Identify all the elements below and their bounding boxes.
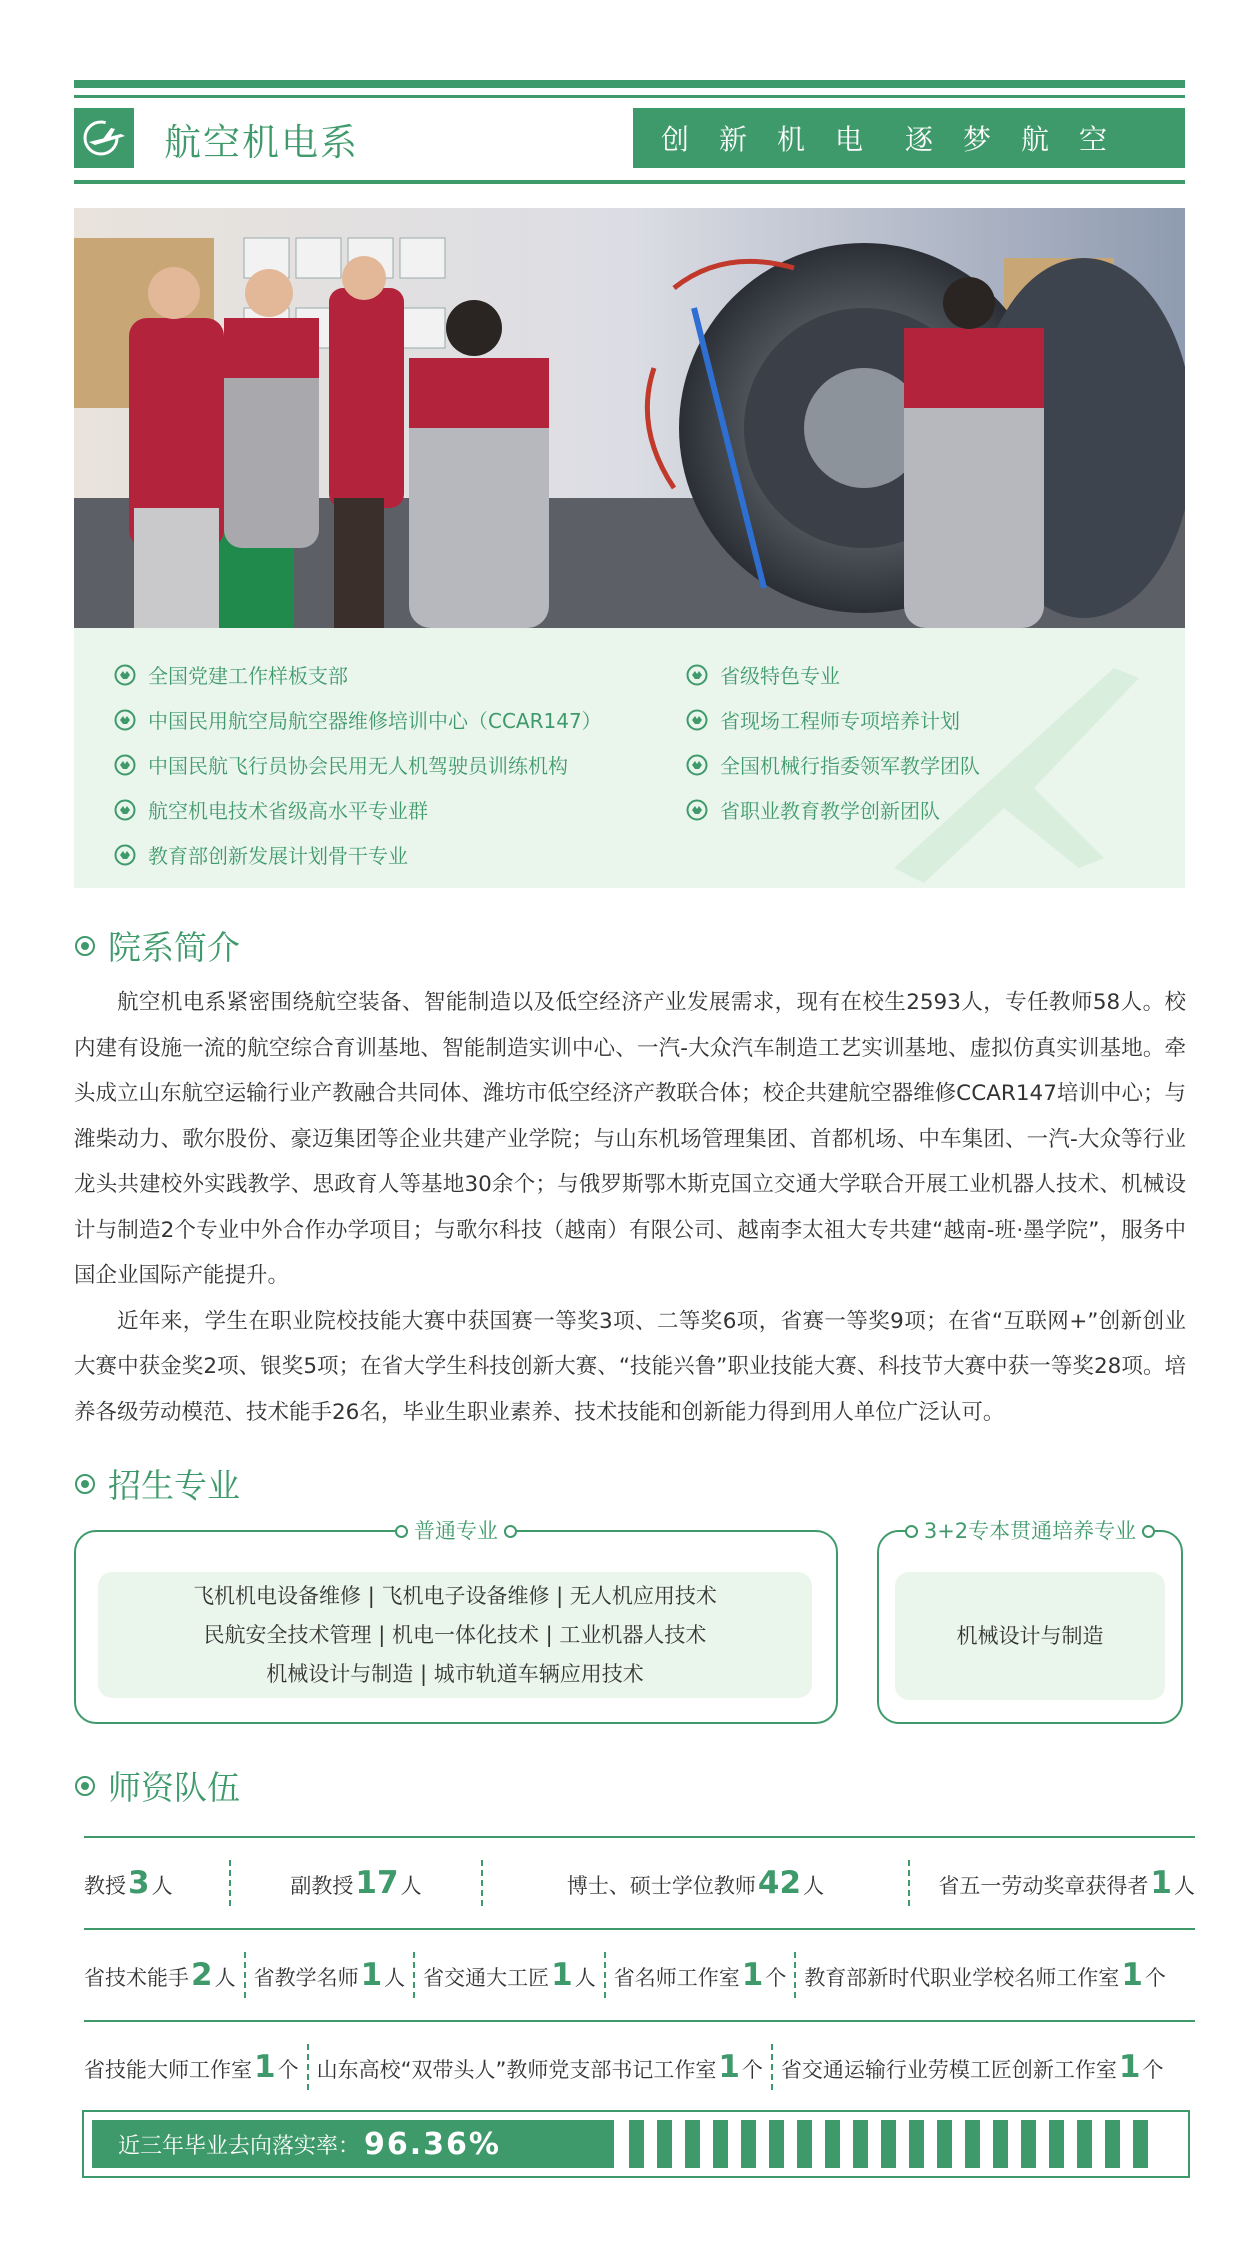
- label-dot: [1142, 1525, 1155, 1538]
- faculty-stat: [231, 1865, 481, 1901]
- honor-text: 省职业教育教学创新团队: [720, 799, 940, 823]
- rate-stripe: [713, 2120, 728, 2168]
- rate-stripe: [797, 2120, 812, 2168]
- label-rule: [517, 1530, 807, 1532]
- integrated-majors-box: [877, 1519, 1183, 1724]
- medal-icon: [114, 844, 136, 866]
- honor-text: 中国民用航空局航空器维修培训中心（CCAR147）: [148, 709, 602, 733]
- faculty-row-1: [84, 1838, 1195, 1928]
- honor-text: 航空机电技术省级高水平专业群: [148, 799, 428, 823]
- rate-stripe: [881, 2120, 896, 2168]
- honor-text: 全国党建工作样板支部: [148, 664, 348, 688]
- target-circle-icon: [74, 935, 96, 957]
- stat-label: 副教授: [290, 1874, 354, 1898]
- employment-rate-bar: [82, 2110, 1190, 2178]
- rate-stripe: [769, 2120, 784, 2168]
- major-line: 机械设计与制造 | 城市轨道车辆应用技术: [266, 1661, 644, 1686]
- honor-item: [114, 787, 602, 832]
- stat-label: 省交通运输行业劳模工匠创新工作室: [780, 2058, 1117, 2082]
- header-top-rule: [74, 80, 1185, 88]
- faculty-stat: [483, 1865, 908, 1901]
- honor-text: 教育部创新发展计划骨干专业: [148, 844, 408, 868]
- stat-number: 2: [191, 1957, 213, 1993]
- stat-label: 省名师工作室: [613, 1966, 740, 1990]
- medal-icon: [114, 664, 136, 686]
- honor-item: [686, 652, 980, 697]
- stat-unit: 人: [574, 1966, 596, 1990]
- intro-body: [74, 980, 1186, 1435]
- rate-stripe: [741, 2120, 756, 2168]
- majors-title-text: 招生专业: [108, 1466, 240, 1505]
- stat-number: 1: [360, 1957, 383, 1993]
- stat-number: 1: [254, 2049, 276, 2085]
- employment-rate-stripes: [629, 2120, 1161, 2168]
- stat-number: 1: [1150, 1865, 1172, 1901]
- header-thin-rule: [74, 95, 1185, 98]
- majors-section-title: [74, 1460, 240, 1507]
- general-majors-label-bar: [76, 1518, 836, 1544]
- stat-number: 1: [718, 2049, 740, 2085]
- faculty-stat: [606, 1957, 795, 1993]
- faculty-stat: [910, 1865, 1195, 1901]
- faculty-stat: [84, 1957, 244, 1993]
- honor-item: [686, 742, 980, 787]
- rate-stripe: [629, 2120, 644, 2168]
- honor-item: [686, 697, 980, 742]
- rate-stripe: [909, 2120, 924, 2168]
- faculty-stat: [84, 1865, 229, 1901]
- employment-rate-label-panel: [92, 2120, 614, 2168]
- rate-stripe: [825, 2120, 840, 2168]
- honor-item: [114, 832, 602, 877]
- general-majors-box: [74, 1519, 838, 1724]
- faculty-section-title: [74, 1762, 240, 1809]
- faculty-stat: [84, 2049, 307, 2085]
- faculty-stat: [415, 1957, 604, 1993]
- integrated-majors-label: 3+2专本贯通培养专业: [918, 1518, 1142, 1544]
- stat-number: 17: [355, 1865, 399, 1901]
- stat-label: 博士、硕士学位教师: [566, 1874, 756, 1898]
- faculty-stat: [796, 1957, 1174, 1993]
- honors-panel: [74, 628, 1185, 888]
- rate-stripe: [937, 2120, 952, 2168]
- medal-icon: [686, 799, 708, 821]
- honor-text: 省现场工程师专项培养计划: [720, 709, 960, 733]
- label-rule: [105, 1530, 395, 1532]
- medal-icon: [686, 709, 708, 731]
- faculty-row-2: [84, 1930, 1195, 2020]
- rate-stripe: [1021, 2120, 1036, 2168]
- stat-unit: 人: [803, 1874, 825, 1898]
- honor-text: 省级特色专业: [720, 664, 840, 688]
- stat-unit: 人: [1174, 1874, 1195, 1898]
- medal-icon: [114, 709, 136, 731]
- intro-title-text: 院系简介: [108, 928, 240, 967]
- faculty-stat: [309, 2049, 771, 2085]
- integrated-majors-list: [895, 1572, 1165, 1700]
- header-bottom-rule: [74, 180, 1185, 184]
- label-dot: [504, 1525, 517, 1538]
- intro-paragraph-2: 近年来，学生在职业院校技能大赛中获国赛一等奖3项、二等奖6项，省赛一等奖9项；在省“互联网+”创新创业大赛中获金奖2项、银奖5项；在省大学生科技创新大赛、“技能兴鲁”职业技能大赛、科技节大赛中获一等奖28项。培养各级劳动模范、技术能手26名，毕业生职业素养、技术技能和创新能力得到用人单位广泛认可。: [74, 1308, 1186, 1425]
- stat-unit: 人: [214, 1966, 236, 1990]
- honor-text: 全国机械行指委领军教学团队: [720, 754, 980, 778]
- major-line: 民航安全技术管理 | 机电一体化技术 | 工业机器人技术: [203, 1622, 707, 1647]
- stat-label: 省技术能手: [84, 1966, 189, 1990]
- stat-number: 1: [551, 1957, 573, 1993]
- intro-paragraph-1: 航空机电系紧密围绕航空装备、智能制造以及低空经济产业发展需求，现有在校生2593人，专任教师58人。校内建有设施一流的航空综合育训基地、智能制造实训中心、一汽-大众汽车制造工艺实训基地、虚拟仿真实训基地。牵头成立山东航空运输行业产教融合共同体、潍坊市低空经济产教联合体；校企共建航空器维修CCAR147培训中心；与潍柴动力、歌尔股份、豪迈集团等企业共建产业学院；与山东机场管理集团、首都机场、中车集团、一汽-大众等行业龙头共建校外实践教学、思政育人等基地30余个；与俄罗斯鄂木斯克国立交通大学联合开展工业机器人技术、机械设计与制造2个专业中外合作办学项目；与歌尔科技（越南）有限公司、越南李太祖大专共建“越南-班·墨学院”，服务中国企业国际产能提升。: [74, 990, 1186, 1288]
- rate-stripe: [1105, 2120, 1120, 2168]
- stat-number: 3: [128, 1865, 150, 1901]
- medal-icon: [686, 664, 708, 686]
- stat-number: 1: [741, 1957, 764, 1993]
- rate-stripe: [965, 2120, 980, 2168]
- stat-unit: 个: [1144, 1966, 1166, 1990]
- stat-label: 教授: [84, 1874, 126, 1898]
- stat-unit: 人: [384, 1966, 406, 1990]
- rate-stripe: [1077, 2120, 1092, 2168]
- department-title: 航空机电系: [164, 121, 359, 164]
- faculty-stat: [246, 1957, 414, 1993]
- airplane-logo-icon: [74, 108, 134, 168]
- stat-number: 1: [1121, 1957, 1143, 1993]
- employment-rate-label: 近三年毕业去向落实率：: [118, 2133, 361, 2159]
- rate-stripe: [1133, 2120, 1148, 2168]
- label-dot: [905, 1525, 918, 1538]
- slogan-part-2: 逐梦航空: [905, 123, 1138, 156]
- stat-label: 省教学名师: [253, 1966, 359, 1990]
- employment-rate-value: 96.36%: [364, 2126, 501, 2162]
- medal-icon: [686, 754, 708, 776]
- stat-unit: 人: [400, 1874, 422, 1898]
- target-circle-icon: [74, 1775, 96, 1797]
- faculty-stat: [773, 2049, 1172, 2085]
- medal-icon: [114, 799, 136, 821]
- honors-left-column: [114, 652, 602, 877]
- rate-stripe: [1049, 2120, 1064, 2168]
- honor-item: [686, 787, 980, 832]
- target-circle-icon: [74, 1473, 96, 1495]
- integrated-label-bar: [879, 1518, 1181, 1544]
- slogan-part-1: 创新机电: [661, 123, 894, 156]
- rate-stripe: [685, 2120, 700, 2168]
- general-majors-list: [98, 1572, 812, 1698]
- medal-icon: [114, 754, 136, 776]
- rate-stripe: [657, 2120, 672, 2168]
- stat-unit: 个: [741, 2058, 763, 2082]
- faculty-title-text: 师资队伍: [108, 1768, 240, 1807]
- faculty-row-3: [84, 2022, 1195, 2112]
- rate-stripe: [993, 2120, 1008, 2168]
- major-line: 机械设计与制造: [956, 1623, 1104, 1648]
- honor-item: [114, 742, 602, 787]
- honor-item: [114, 697, 602, 742]
- major-line: 飞机机电设备维修 | 飞机电子设备维修 | 无人机应用技术: [193, 1583, 717, 1608]
- general-majors-label: 普通专业: [408, 1518, 504, 1544]
- stat-unit: 个: [1142, 2058, 1164, 2082]
- stat-label: 山东高校“双带头人”教师党支部书记工作室: [316, 2058, 717, 2082]
- stat-label: 省五一劳动奖章获得者: [938, 1874, 1149, 1898]
- stat-label: 省技能大师工作室: [84, 2058, 252, 2082]
- stat-number: 1: [1118, 2049, 1141, 2085]
- stat-unit: 个: [277, 2058, 299, 2082]
- honor-text: 中国民航飞行员协会民用无人机驾驶员训练机构: [148, 754, 568, 778]
- honor-item: [114, 652, 602, 697]
- stat-number: 42: [757, 1865, 802, 1901]
- students-engine-photo: [74, 208, 1185, 628]
- stat-unit: 人: [151, 1874, 173, 1898]
- intro-section-title: [74, 922, 240, 969]
- stat-unit: 个: [765, 1966, 787, 1990]
- rate-stripe: [853, 2120, 868, 2168]
- stat-label: 省交通大工匠: [423, 1966, 550, 1990]
- stat-label: 教育部新时代职业学校名师工作室: [804, 1966, 1120, 1990]
- honors-right-column: [686, 652, 980, 832]
- label-dot: [395, 1525, 408, 1538]
- slogan-banner: [633, 108, 1185, 168]
